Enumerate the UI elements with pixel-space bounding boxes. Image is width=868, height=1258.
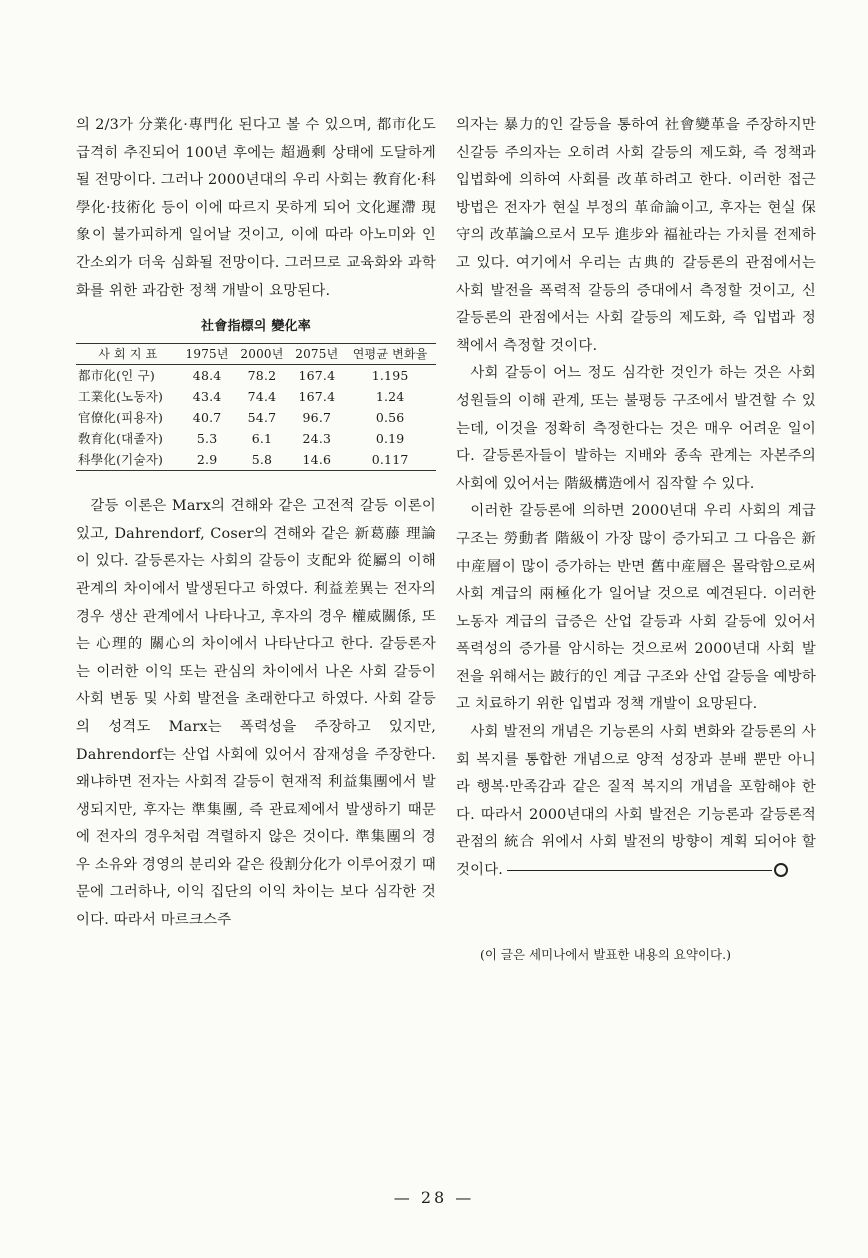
cell-rate: 1.24	[375, 389, 405, 405]
body-paragraph: 갈등 이론은 Marx의 견해와 같은 고전적 갈등 이론이 있고, Dahrendorf, Coser의 견해와 같은 新葛藤 理論이 있다. 갈등론자는 사회의 갈등이 支配와 從屬의 이해 관계의 차이에서 발생된다고 하였다. 利益差異는 전자의 경우 생산 관계에서 나타나고, 후자의 경우 權威關係, 또는 心理的 關心의 차이에서 나타난다고 한다. 갈등론자는 이러한 이익 또는 관심의 차이에서 나온 사회 갈등이 사회 변동 및 사회 발전을 초래한다고 하였다. 사회 갈등의 성격도 Marx는 폭력성을 주장하고 있지만, Dahrendorf는 산업 사회에 있어서 잠재성을 주장한다. 왜냐하면 전자는 사회적 갈등이 현재적 利益集團에서 발생되지만, 후자는 準集團, 즉 관료제에서 발생하기 때문에 전자의 경우처럼 격렬하지 않은 것이다. 準集團의 경우 소유와 경영의 분리와 같은 役割分化가 이루어졌기 때문에 그러하나, 이익 집단의 이익 차이는 보다 심각한 것이다. 따라서 마르크스주	[76, 498, 436, 929]
table-title: 社會指標의 變化率	[201, 319, 311, 335]
cell-rate: 1.195	[371, 368, 409, 384]
row-label: 敎育化(대졸자)	[78, 431, 164, 447]
row-label: 工業化(노동자)	[78, 389, 164, 405]
row-label: 官僚化(피용자)	[78, 410, 164, 426]
table-row	[76, 386, 436, 407]
statistics-table-block	[76, 317, 436, 471]
closing-paragraph-text: 사회 발전의 개념은 기능론의 사회 변화와 갈등론의 사회 복지를 통합한 개념으로 양적 성장과 분배 뿐만 아니라 행복·만족감과 같은 질적 복지의 개념을 포함해야 한다. 따라서 2000년대의 사회 발전은 기능론과 갈등론적 관점의 統合 위에서 사회 발전의 방향이 계획 되어야 할 것이다.	[456, 724, 816, 879]
left-column	[76, 112, 436, 935]
cell-1975: 48.4	[192, 368, 222, 384]
cell-2000: 6.1	[251, 431, 273, 447]
body-paragraph: 사회 갈등이 어느 정도 심각한 것인가 하는 것은 사회 성원들의 이해 관계, 또는 불평등 구조에서 발견할 수 있는데, 이것을 정확히 측정한다는 것은 매우 어려운 일이다. 갈등론자들이 발하는 지배와 종속 관계는 자본주의 사회에 있어서는 階級構造에서 짐작할 수 있다.	[456, 365, 816, 492]
cell-2075: 14.6	[302, 452, 332, 468]
body-paragraph: 의 2/3가 分業化·專門化 된다고 볼 수 있으며, 都市化도 급격히 추진되어 100년 후에는 超過剩 상태에 도달하게 될 전망이다. 그러나 2000년대의 우리 사회는 敎育化·科學化·技術化 등이 이에 따르지 못하게 되어 文化遲滯 現象이 불가피하게 일어날 것이고, 이에 따라 아노미와 인간소외가 더욱 심화될 전망이다. 그러므로 교육화와 과학화를 위한 과감한 정책 개발이 요망된다.	[76, 117, 436, 299]
table-row	[76, 365, 436, 387]
cell-rate: 0.19	[375, 431, 405, 447]
cell-2000: 54.7	[247, 410, 277, 426]
end-mark-icon	[774, 863, 788, 877]
end-rule	[507, 870, 772, 871]
cell-1975: 40.7	[192, 410, 222, 426]
social-indicator-table	[76, 343, 436, 471]
cell-2075: 24.3	[302, 431, 332, 447]
cell-2075: 96.7	[302, 410, 332, 426]
cell-1975: 2.9	[196, 452, 218, 468]
table-row	[76, 449, 436, 471]
row-label: 科學化(기술자)	[78, 452, 164, 468]
cell-1975: 5.3	[196, 431, 218, 447]
cell-rate: 0.117	[371, 452, 409, 468]
cell-2075: 167.4	[298, 368, 336, 384]
row-label: 都市化(인 구)	[78, 368, 155, 384]
body-paragraph: 이러한 갈등론에 의하면 2000년대 우리 사회의 계급 구조는 勞動者 階級이 가장 많이 증가되고 그 다음은 新中産層이 많이 증가하는 반면 舊中産層은 몰락함으로써 사회 계급의 兩極化가 일어날 것으로 예견된다. 이러한 노동자 계급의 급증은 산업 갈등과 사회 갈등에 있어서 폭력성의 증가를 암시하는 것으로써 2000년대 사회 발전을 위해서는 跛行的인 계급 구조와 산업 갈등을 예방하고 치료하기 위한 입법과 정책 개발이 요망된다.	[456, 503, 816, 713]
page-number: — 28 —	[393, 1188, 475, 1207]
header-annual-rate: 연평균 변화율	[344, 344, 436, 365]
cell-2000: 74.4	[247, 389, 277, 405]
table-row	[76, 428, 436, 449]
table-row	[76, 407, 436, 428]
cell-2000: 5.8	[251, 452, 273, 468]
table-header-row	[76, 344, 436, 365]
header-2075: 2075년	[289, 344, 344, 365]
header-indicator: 사 회 지 표	[76, 344, 180, 365]
header-2000: 2000년	[235, 344, 290, 365]
summary-note: (이 글은 세미나에서 발표한 내용의 요약이다.)	[480, 947, 731, 962]
body-paragraph: 의자는 暴力的인 갈등을 통하여 社會變革을 주장하지만 신갈등 주의자는 오히려 사회 갈등의 제도화, 즉 정책과 입법화에 의하여 사회를 改革하려고 한다. 이러한 접근 방법은 전자가 현실 부정의 革命論이고, 후자는 현실 保守의 改革論으로서 모두 進步와 福祉라는 가치를 전제하고 있다. 여기에서 우리는 古典的 갈등론의 관점에서는 사회 발전을 폭력적 갈등의 증대에서 측정할 것이고, 신갈등론의 관점에서는 사회 갈등의 제도화, 즉 입법과 정책에서 측정할 것이다.	[456, 117, 816, 354]
spacer	[76, 471, 436, 493]
cell-2000: 78.2	[247, 368, 277, 384]
right-column	[456, 112, 816, 885]
cell-1975: 43.4	[192, 389, 222, 405]
cell-2075: 167.4	[298, 389, 336, 405]
header-1975: 1975년	[180, 344, 235, 365]
cell-rate: 0.56	[375, 410, 405, 426]
body-paragraph	[456, 719, 816, 885]
